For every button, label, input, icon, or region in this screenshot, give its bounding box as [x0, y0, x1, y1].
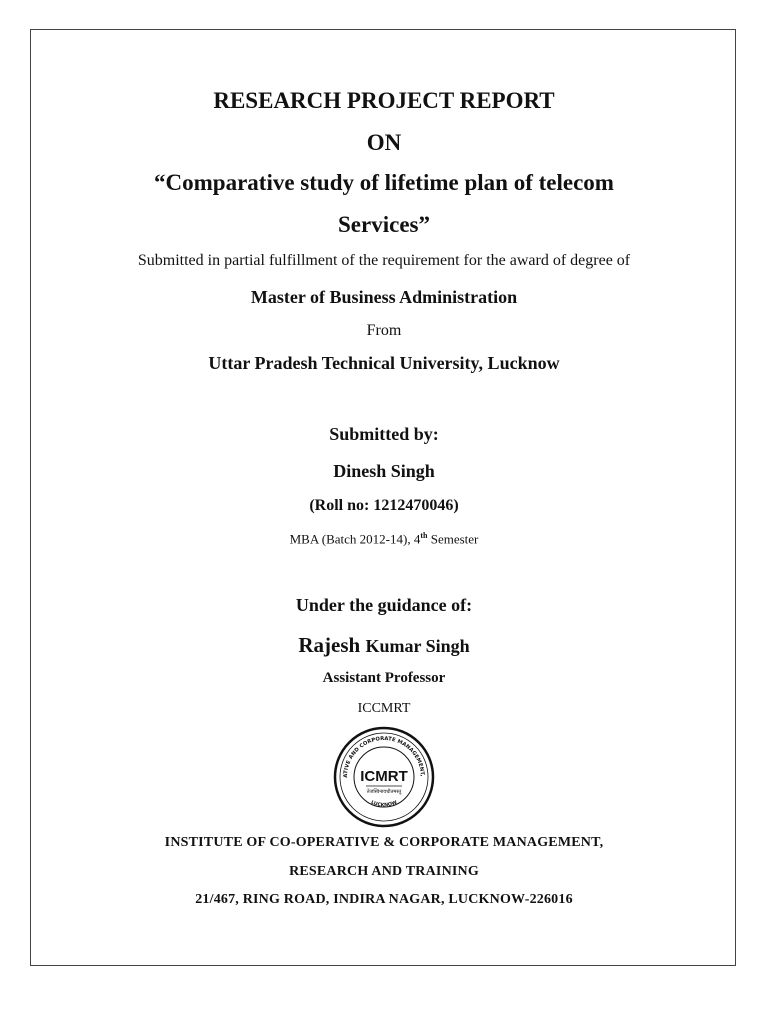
guide-name	[0, 633, 768, 658]
guide-designation: Assistant Professor	[322, 670, 446, 686]
seal-motto: तेजस्विनावधीतमस्तु	[366, 789, 402, 795]
topic-line-1: “Comparative study of lifetime plan of telecom	[154, 170, 614, 195]
institute-seal-logo	[333, 726, 435, 828]
organization-abbrev: ICCMRT	[357, 701, 411, 716]
university-name: Uttar Pradesh Technical University, Lucknow	[208, 353, 560, 373]
report-title: RESEARCH PROJECT REPORT	[213, 88, 555, 113]
roll-number: (Roll no: 1212470046)	[309, 497, 459, 514]
batch-ordinal: th	[420, 531, 428, 540]
institute-name-line-1: INSTITUTE OF CO-OPERATIVE & CORPORATE MANAGEMENT,	[164, 835, 604, 850]
report-on: ON	[366, 130, 402, 155]
topic-line-2: Services”	[338, 212, 430, 237]
student-name: Dinesh Singh	[333, 461, 435, 481]
fulfillment-statement: Submitted in partial fulfillment of the requirement for the award of degree of	[137, 252, 631, 269]
seal-ring-bottom: LUCKNOW	[369, 800, 399, 809]
batch-semester	[0, 531, 768, 547]
guide-first-name: Rajesh	[298, 633, 366, 657]
batch-prefix: MBA (Batch 2012-14), 4	[289, 531, 421, 547]
degree-name: Master of Business Administration	[250, 287, 518, 307]
seal-icon	[333, 726, 435, 828]
guide-last-name: Kumar Singh	[365, 636, 470, 656]
institute-name-line-2: RESEARCH AND TRAINING	[289, 864, 479, 879]
from-label: From	[366, 322, 402, 339]
guidance-heading: Under the guidance of:	[295, 595, 473, 615]
seal-emblem-text: ICMRT	[360, 768, 408, 785]
institute-address: 21/467, RING ROAD, INDIRA NAGAR, LUCKNOW-226016	[195, 892, 573, 907]
submitted-by-heading: Submitted by:	[329, 424, 439, 444]
batch-suffix: Semester	[427, 531, 479, 547]
seal-ring-text: ATIVE AND CORPORATE MANAGEMENT,	[342, 735, 426, 778]
